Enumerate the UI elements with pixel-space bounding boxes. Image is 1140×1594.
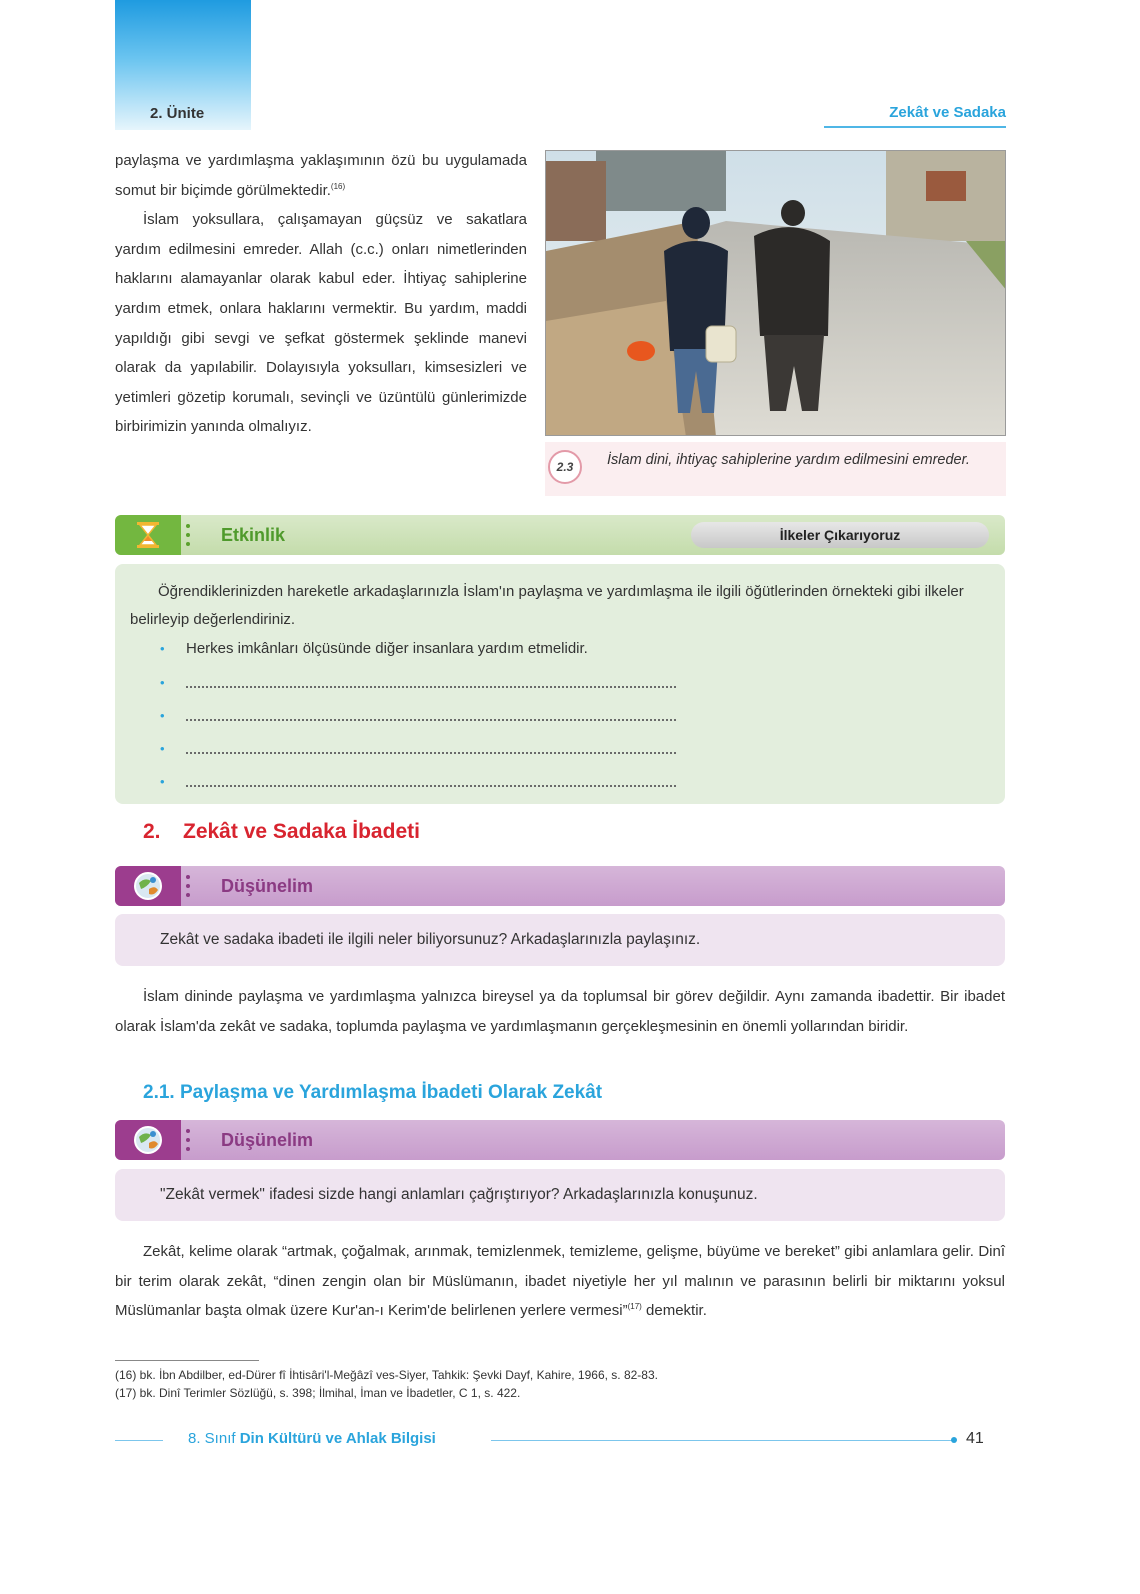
think-label: Düşünelim (221, 876, 314, 896)
activity-blank-line-2[interactable] (160, 707, 676, 724)
think-question-1: Zekât ve sadaka ibadeti ile ilgili neler biliyorsunuz? Arkadaşlarınızla paylaşınız. (160, 931, 701, 948)
activity-blank-line-4[interactable] (160, 773, 676, 790)
bullet-icon: • (160, 708, 165, 723)
left-column-text (115, 146, 527, 442)
paragraph-worship: İslam dininde paylaşma ve yardımlaşma yalnızca bireysel ya da toplumsal bir görev değildir. Aynı zamanda ibadettir. Bir ibadet olarak İslam'da zekât ve sadaka, toplumda paylaşma ve yardımlaşmanın gerçekleşmesinin en önemli yollarından biridir. (115, 988, 1005, 1035)
paragraph-zekat-definition: Zekât, kelime olarak “artmak, çoğalmak, arınmak, temizlenmek, temizleme, gelişme, büyüme ve bereket” gibi anlamlara gelir. Dinî bir terim olarak zekât, “dinen zengin olan bir Müslümanın, ibadet niyetiyle her yıl malının ve parasının belirli bir miktarını yoksul Müslümanlar başta olmak üzere Kur'an-ı Kerim'de belirlenen yerlere vermesi”$^{(17)}$ demektir. (115, 1243, 1005, 1319)
subsection-title: 2.1. Paylaşma ve Yardımlaşma İbadeti Olarak Zekât (143, 1082, 603, 1103)
activity-instructions: Öğrendiklerinizden hareketle arkadaşlarınızla İslam'ın paylaşma ve yardımlaşma ile ilgili öğütlerinden örnekteki gibi ilkeler belirleyip değerlendiriniz. (130, 583, 964, 628)
unit-label: 2. Ünite (150, 105, 205, 122)
bullet-icon: • (160, 675, 165, 690)
globe-icon (115, 1120, 181, 1160)
activity-bar (115, 515, 1005, 555)
activity-example-item: • Herkes imkânları ölçüsünde diğer insanlara yardım etmelidir. (160, 640, 588, 657)
footnote-ref-17: (17) (627, 1302, 642, 1311)
footnote-16: (16) bk. İbn Abdilber, ed-Dürer fî İhtisâri'l-Meğâzî ves-Siyer, Tahkik: Şevki Dayf, Kahire, 1966, s. 82-83. (115, 1368, 658, 1382)
page-number: 41 (966, 1430, 984, 1447)
bar-separator-dots (186, 875, 192, 897)
section-header: Zekât ve Sadaka (889, 104, 1006, 121)
bar-separator-dots (186, 1129, 192, 1151)
bullet-icon: • (160, 774, 165, 789)
think-bar-2 (115, 1120, 1005, 1160)
footer-rule-right (491, 1440, 953, 1441)
activity-blank-line-3[interactable] (160, 740, 676, 757)
paragraph-islam-help: İslam yoksullara, çalışamayan güçsüz ve sakatlara yardım edilmesini emreder. Allah (c.c.) onları nimetlerinden haklarını alamayanlar olarak kabul eder. İhtiyaç sahiplerine yardım etmek, onlara haklarını vermektir. Bu yardım, maddi yapıldığı gibi sevgi ve şefkat göstermek şeklinde manevi olarak da yapılabilir. Dolayısıyla yoksulları, kimsesizleri ve yetimleri gözetip korumalı, sevinçli ve üzüntülü günlerimizde birbirimizin yanında olmalıyız. (115, 211, 527, 436)
footer-dot (951, 1437, 957, 1443)
activity-label: Etkinlik (221, 525, 286, 545)
think-bar-1 (115, 866, 1005, 906)
footer-rule-left (115, 1440, 163, 1441)
footer-book-title: 8. Sınıf Din Kültürü ve Ahlak Bilgisi (188, 1430, 436, 1447)
hourglass-icon (115, 515, 181, 555)
section-title: 2. Zekât ve Sadaka İbadeti (143, 820, 420, 843)
figure-caption: İslam dini, ihtiyaç sahiplerine yardım edilmesini emreder. (607, 452, 970, 468)
bullet-icon: • (160, 641, 165, 656)
bar-separator-dots (186, 524, 192, 546)
header-underline (824, 126, 1006, 128)
photo-two-people-walking (545, 150, 1006, 436)
activity-blank-line-1[interactable] (160, 674, 676, 691)
think-question-2: "Zekât vermek" ifadesi sizde hangi anlamları çağrıştırıyor? Arkadaşlarınızla konuşunuz. (160, 1186, 758, 1203)
paragraph-intro: paylaşma ve yardımlaşma yaklaşımının özü bu uygulamada somut bir biçimde görülmektedir.$^{(16)}$ (115, 152, 527, 199)
footnote-17: (17) bk. Dinî Terimler Sözlüğü, s. 398; İlmihal, İman ve İbadetler, C 1, s. 422. (115, 1386, 521, 1400)
footnote-divider (115, 1360, 259, 1361)
bullet-icon: • (160, 741, 165, 756)
figure-number-badge: 2.3 (548, 450, 582, 484)
globe-icon (115, 866, 181, 906)
think-label: Düşünelim (221, 1130, 314, 1150)
activity-title-pill: İlkeler Çıkarıyoruz (691, 522, 989, 548)
footnote-ref-16: (16) (330, 181, 346, 191)
